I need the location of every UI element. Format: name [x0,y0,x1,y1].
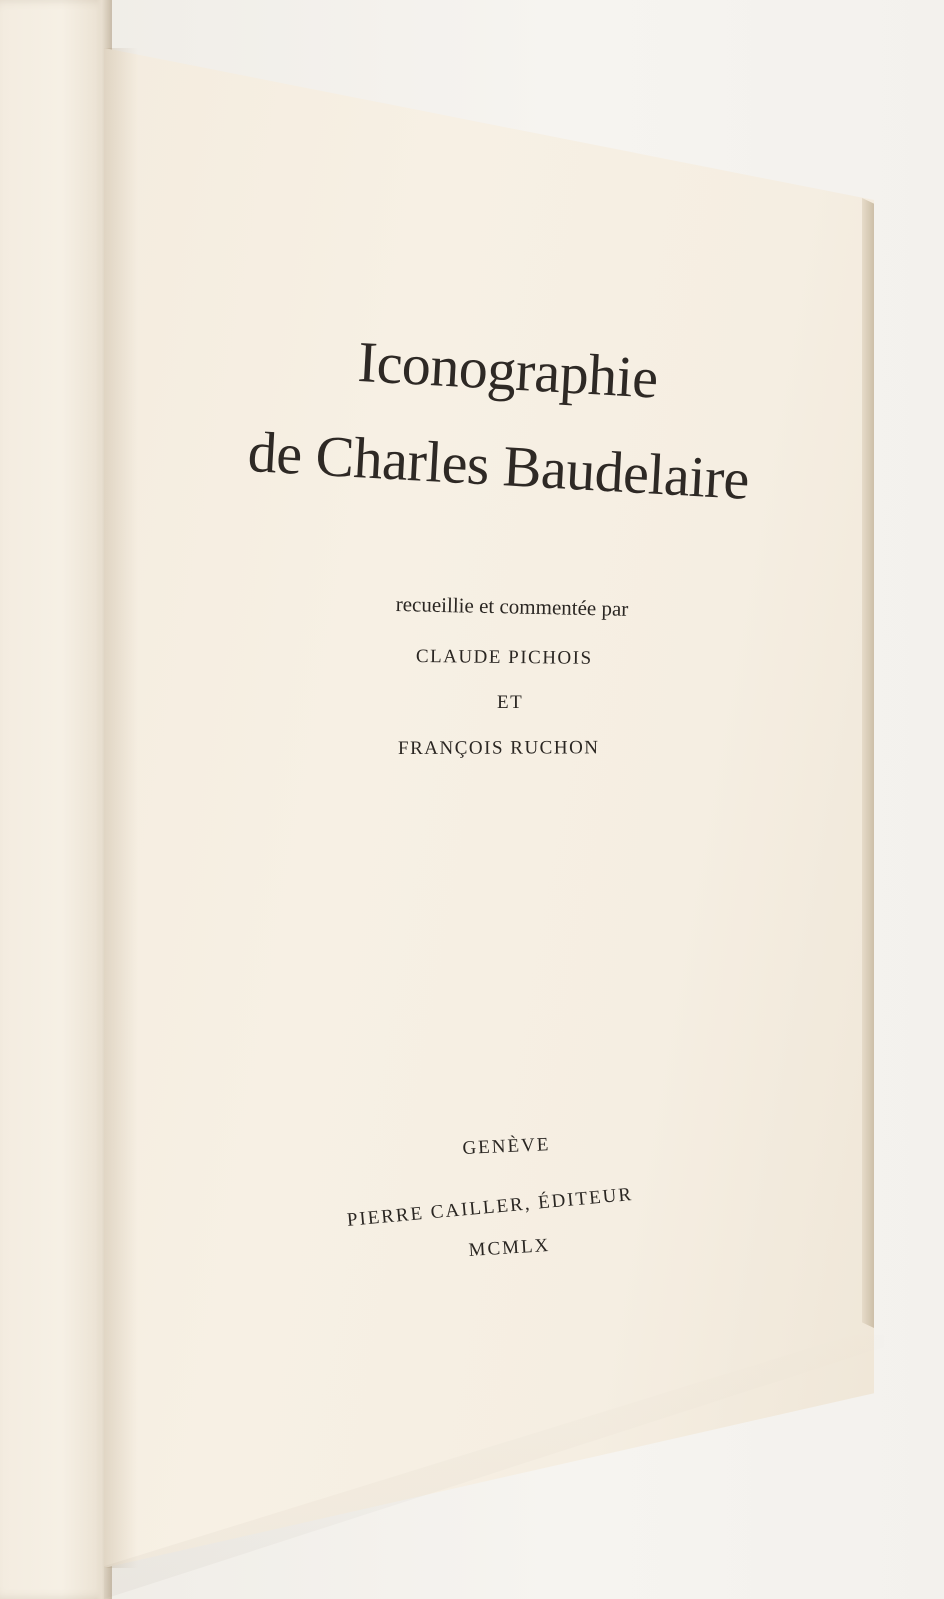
author-1: CLAUDE PICHOIS [415,646,593,669]
author-2: FRANÇOIS RUCHON [398,737,600,759]
book-subtitle: recueillie et commentée par [395,592,629,621]
page-gutter-shadow [104,48,138,1568]
publication-year: MCMLX [468,1235,551,1261]
publisher: PIERRE CAILLER, ÉDITEUR [346,1183,634,1231]
book-title-line-2: de Charles Baudelaire [246,418,751,512]
title-page [104,48,874,1568]
book-title-line-1: Iconographie [356,328,660,411]
conjunction: ET [497,692,524,713]
page-edge-right [862,198,874,1328]
publication-city: GENÈVE [462,1134,551,1159]
